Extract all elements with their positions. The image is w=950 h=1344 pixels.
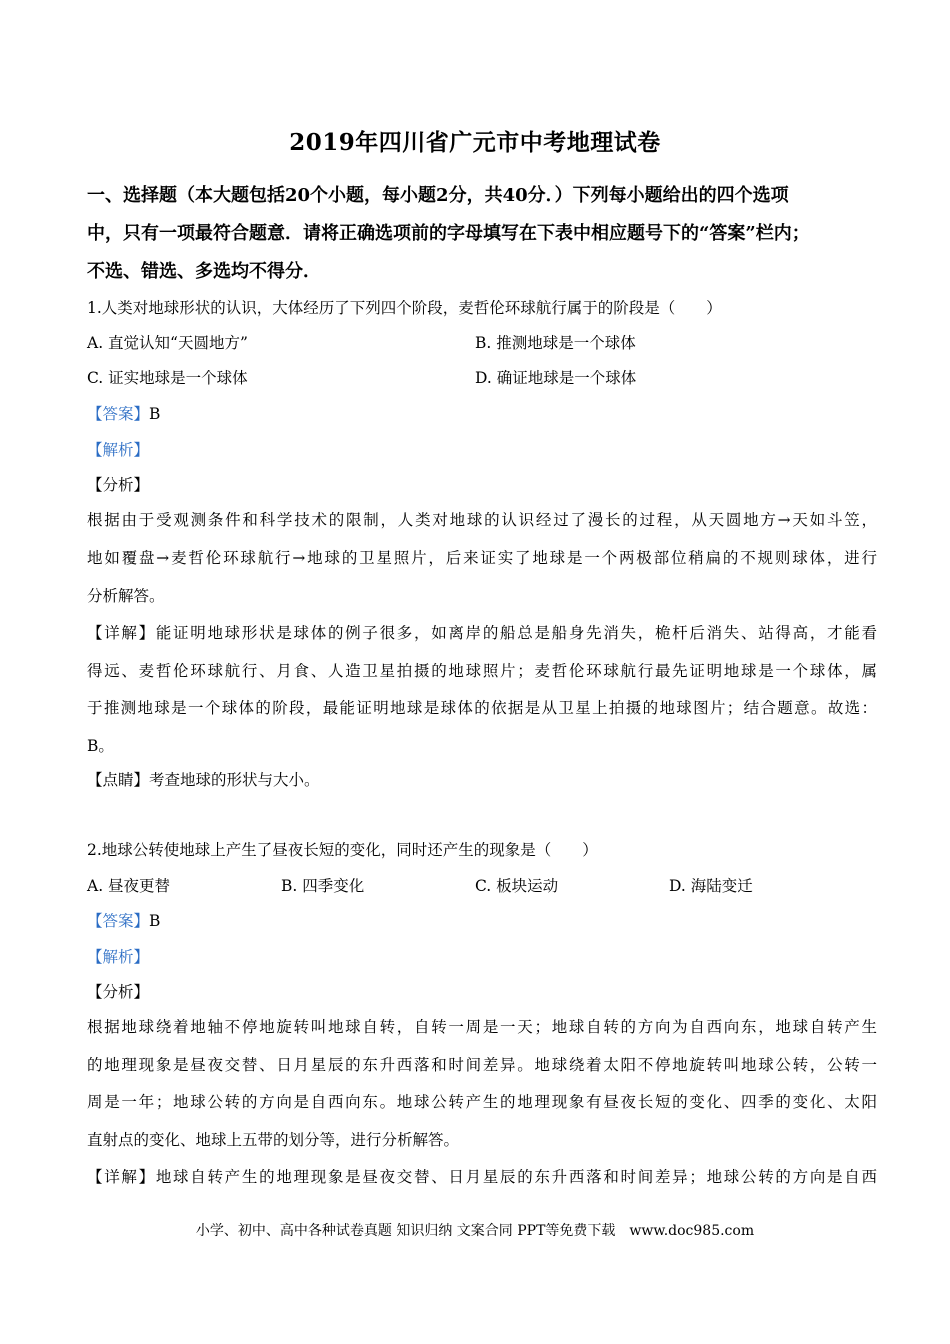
q1-option-d: D. 确证地球是一个球体 (475, 369, 637, 387)
q1-answer (87, 402, 160, 424)
q1-detail-text: 能证明地球形状是球体的例子很多，如离岸的船总是船身先消失，桅杆后消失、站得高，才能看 (155, 624, 877, 642)
q2-detail-text: 地球自转产生的地理现象是昼夜交替、日月星辰的东升西落和时间差异；地球公转的方向是自西 (155, 1168, 877, 1186)
q1-analysis-line: 地如覆盘→麦哲伦环球航行→地球的卫星照片，后来证实了地球是一个两极部位稍扁的不规则球体，进行 (87, 549, 877, 567)
q1-analysis-line: 分析解答。 (87, 587, 165, 605)
q1-detail-line: 得远、麦哲伦环球航行、月食、人造卫星拍摄的地球照片；麦哲伦环球航行最先证明地球是一个球体，属 (87, 662, 877, 680)
q1-detail-line: 于推测地球是一个球体的阶段，最能证明地球是球体的依据是从卫星上拍摄的地球图片；结合题意。故选： (87, 699, 877, 717)
q2-detail-tag: 【详解】 (87, 1168, 156, 1186)
q2-analysis-line: 的地理现象是昼夜交替、日月星辰的东升西落和时间差异。地球绕着太阳不停地旋转叫地球公转，公转一 (87, 1056, 877, 1074)
q2-analysis-line: 周是一年；地球公转的方向是自西向东。地球公转产生的地理现象有昼夜长短的变化、四季的变化、太阳 (87, 1093, 877, 1111)
q2-analysis-tag: 【分析】 (87, 983, 150, 1001)
q2-option-b: B. 四季变化 (281, 877, 365, 895)
q1-option-b: B. 推测地球是一个球体 (475, 334, 636, 352)
q2-answer-value: B (149, 912, 161, 930)
q1-answer-tag: 【答案】 (87, 405, 150, 423)
section-instruction-line-1: 一、选择题（本大题包括20个小题，每小题2分，共40分．）下列每小题给出的四个选项 (87, 185, 789, 206)
page-title: 2019年四川省广元市中考地理试卷 (289, 129, 661, 156)
q2-stem: 2.地球公转使地球上产生了昼夜长短的变化，同时还产生的现象是（ ） (87, 841, 598, 859)
q1-stem: 1.人类对地球形状的认识，大体经历了下列四个阶段，麦哲伦环球航行属于的阶段是（ ） (87, 299, 722, 317)
q2-detail-line (87, 1165, 877, 1187)
q1-option-a: A. 直觉认知“天圆地方” (87, 334, 248, 352)
section-instruction-line-3: 不选、错选、多选均不得分． (87, 261, 321, 282)
q1-analysis-tag: 【分析】 (87, 476, 150, 494)
q2-option-a: A. 昼夜更替 (87, 877, 171, 895)
q1-detail-line (87, 621, 877, 643)
q2-answer-tag: 【答案】 (87, 912, 150, 930)
q1-point-tag: 【点睛】 (87, 771, 150, 789)
q2-answer (87, 909, 160, 931)
section-instruction-line-2: 中，只有一项最符合题意．请将正确选项前的字母填写在下表中相应题号下的“答案”栏内； (87, 223, 810, 244)
q2-analysis-line: 根据地球绕着地轴不停地旋转叫地球自转，自转一周是一天；地球自转的方向为自西向东，地球自转产生 (87, 1018, 877, 1036)
q1-explain-tag: 【解析】 (87, 441, 150, 459)
q2-option-c: C. 板块运动 (475, 877, 559, 895)
q2-explain-tag: 【解析】 (87, 948, 150, 966)
page-footer: 小学、初中、高中各种试卷真题 知识归纳 文案合同 PPT等免费下载 www.doc985.com (195, 1223, 755, 1239)
q1-point-text: 考查地球的形状与大小。 (149, 771, 320, 789)
q1-detail-line: B。 (87, 737, 114, 755)
q2-option-d: D. 海陆变迁 (669, 877, 753, 895)
q1-point (87, 768, 320, 790)
q1-detail-tag: 【详解】 (87, 624, 156, 642)
q2-analysis-line: 直射点的变化、地球上五带的划分等，进行分析解答。 (87, 1131, 460, 1149)
q1-option-c: C. 证实地球是一个球体 (87, 369, 248, 387)
q1-analysis-line: 根据由于受观测条件和科学技术的限制，人类对地球的认识经过了漫长的过程，从天圆地方→天如斗笠， (87, 511, 877, 529)
q1-answer-value: B (149, 405, 161, 423)
